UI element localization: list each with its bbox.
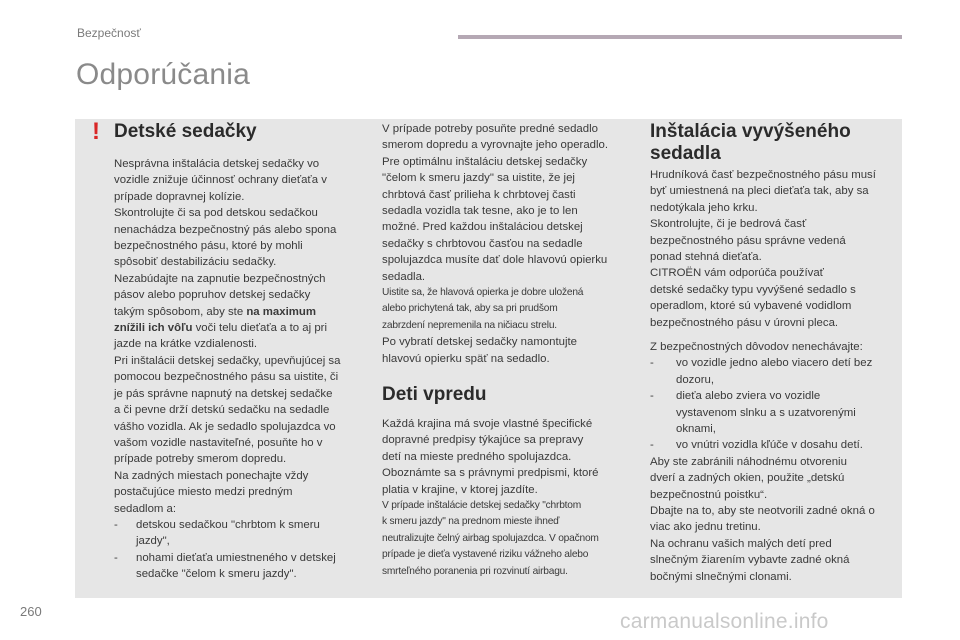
bold-phrase: znížili ich vôľu	[114, 322, 193, 335]
page-number: 260	[20, 604, 42, 619]
text-line: CITROËN vám odporúča používať	[650, 267, 824, 280]
list-item-text: detskou sedačkou "chrbtom k smeru	[136, 518, 320, 531]
page-title: Odporúčania	[76, 58, 250, 91]
text-line: Pri inštalácii detskej sedačky, upevňujúcej sa	[114, 354, 341, 367]
text-line: pásov alebo popruhov detskej sedačky	[114, 289, 311, 302]
col3-text-b	[650, 339, 895, 585]
text-line: jazde na krátke vzdialenosti.	[114, 338, 258, 351]
bullet-dash: -	[114, 551, 118, 564]
text-line: bezpečnostného pásu správne vedená	[650, 234, 846, 247]
text-line: je pás správne napnutý na detskej sedačke	[114, 387, 333, 400]
list-item	[114, 517, 364, 533]
text-line: spolujazdca musíte dať dole hlavovú opierku	[382, 254, 608, 267]
text-line: pomocou bezpečnostného pásu sa uistite, či	[114, 371, 339, 384]
text-line: prípade potreby smerom dopredu.	[114, 453, 287, 466]
text-line: detské sedačky typu vyvýšené sedadlo s	[650, 283, 856, 296]
list-item-cont: dozoru,	[676, 373, 714, 386]
small-line: k smeru jazdy" na prednom mieste ihneď	[382, 516, 560, 528]
text-line: Aby ste zabránili náhodnému otvoreniu	[650, 455, 847, 468]
text-line: slnečným žiarením vybavte zadné okná	[650, 554, 850, 567]
bullet-dash: -	[650, 439, 654, 452]
text-line: operadlom, ktoré sú vybavené vodidlom	[650, 300, 852, 313]
text-line: bezpečnostného pásu, ktoré by mohli	[114, 240, 303, 253]
text-line: detí na mieste predného spolujazdca.	[382, 450, 572, 463]
text-line: nenachádza bezpečnostný pás alebo spona	[114, 223, 337, 236]
text-line: sedadla.	[382, 270, 426, 283]
text-line: dopravné predpisy týkajúce sa prepravy	[382, 434, 584, 447]
small-line: Uistite sa, že hlavová opierka je dobre uložená	[382, 287, 584, 299]
text-line: viac ako jednu tretinu.	[650, 521, 761, 534]
text-line: "čelom k smeru jazdy" sa uistite, že jej	[382, 172, 575, 185]
small-line: zabrzdení nepremenila na ničiacu strelu.	[382, 319, 557, 331]
text-line: vášho vozidla. Ak je sedadlo spolujazdca vo	[114, 420, 336, 433]
text-line: smerom dopredu a vyrovnajte jeho operadlo.	[382, 139, 609, 152]
list-item-text: vo vozidle jedno alebo viacero detí bez	[676, 357, 873, 370]
list-item-text: dieťa alebo zviera vo vozidle	[676, 390, 821, 403]
bold-phrase: na maximum	[246, 305, 316, 318]
small-line: alebo prichytená tak, aby sa pri prudšom	[382, 303, 558, 315]
header-bar	[458, 35, 902, 39]
text-line: postačujúce miesto medzi predným	[114, 486, 293, 499]
list-item-cont: oknami,	[676, 423, 716, 436]
text-line	[114, 320, 364, 336]
text-line: a či pevne drží detskú sedačku na sedadle	[114, 404, 330, 417]
list-item-cont: sedačke "čelom k smeru jazdy".	[136, 568, 297, 581]
bullet-dash: -	[650, 357, 654, 370]
list-item-cont: jazdy",	[136, 535, 170, 548]
text-line: vozidle znižuje účinnosť ochrany dieťaťa v	[114, 174, 327, 187]
text-line: Pre optimálnu inštaláciu detskej sedačky	[382, 155, 588, 168]
list-item	[114, 550, 364, 566]
col1-text	[114, 156, 364, 583]
text-line: platia v krajine, v ktorej jazdíte.	[382, 483, 538, 496]
text-span: takým spôsobom, aby ste	[114, 305, 247, 318]
text-line: V prípade potreby posuňte predné sedadlo	[382, 123, 598, 135]
col3-text	[650, 167, 895, 331]
text-line: Nesprávna inštalácia detskej sedačky vo	[114, 158, 320, 170]
text-line: Skontrolujte či sa pod detskou sedačkou	[114, 207, 318, 220]
text-line: prípade dopravnej kolízie.	[114, 190, 245, 203]
heading-line: Inštalácia vyvýšeného	[650, 121, 851, 142]
text-line: nedotýkala jeho krku.	[650, 201, 758, 214]
text-line: Oboznámte sa s právnymi predpismi, ktoré	[382, 467, 599, 480]
text-line: Nezabúdajte na zapnutie bezpečnostných	[114, 272, 326, 285]
text-line: bočnými slnečnými clonami.	[650, 570, 792, 583]
text-line: bezpečnostnú poistku“.	[650, 488, 768, 501]
text-line	[114, 304, 364, 320]
text-line: ponad stehná dieťaťa.	[650, 251, 762, 264]
small-line: neutralizujte čelný airbag spolujazdca. V opačnom	[382, 532, 599, 544]
text-line: chrbtová časť prilieha k chrbtovej časti	[382, 188, 576, 201]
text-line: sedadla vozidla tak tesne, ako je to len	[382, 205, 578, 218]
text-line: Skontrolujte, či je bedrová časť	[650, 218, 807, 231]
text-line: Dbajte na to, aby ste neotvorili zadné okná o	[650, 505, 875, 518]
text-line: spôsobiť destabilizáciu sedačky.	[114, 256, 277, 269]
text-line: Na zadných miestach ponechajte vždy	[114, 469, 309, 482]
list-item	[650, 355, 895, 371]
heading-line: sedadla	[650, 143, 721, 164]
col2-text-b	[382, 416, 632, 580]
text-line: hlavovú opierku späť na sedadlo.	[382, 352, 550, 365]
watermark: carmanualsonline.info	[620, 610, 829, 633]
text-line: možné. Pred každou inštaláciou detskej	[382, 221, 583, 234]
small-line: smrteľného poranenia pri rozvinutí airbagu.	[382, 565, 568, 577]
text-line: byť umiestnená na pleci dieťaťa tak, aby sa	[650, 185, 869, 198]
text-line: Z bezpečnostných dôvodov nenechávajte:	[650, 341, 863, 353]
list-item	[650, 437, 895, 453]
heading-booster-seat	[650, 121, 851, 165]
bullet-dash: -	[650, 390, 654, 403]
list-item-text: vo vnútri vozidla kľúče v dosahu detí.	[676, 439, 863, 452]
small-line: prípade je dieťa vystavené riziku vážneho alebo	[382, 549, 589, 561]
text-line: Hrudníková časť bezpečnostného pásu musí	[650, 169, 876, 181]
text-span: voči telu dieťaťa a to aj pri	[192, 322, 327, 335]
list-item	[650, 388, 895, 404]
text-line: Po vybratí detskej sedačky namontujte	[382, 336, 578, 349]
text-line: vašom vozidle nastaviteľné, posuňte ho v	[114, 436, 323, 449]
text-line: bezpečnostného pásu v úrovni pleca.	[650, 316, 839, 329]
header-section-label: Bezpečnosť	[77, 26, 141, 40]
list-item-cont: vystavenom slnku a s uzatvorenými	[676, 406, 856, 419]
bullet-dash: -	[114, 518, 118, 531]
text-line: sedadlom a:	[114, 502, 177, 515]
col2-text	[382, 121, 632, 367]
text-line: Na ochranu vašich malých detí pred	[650, 537, 832, 550]
small-line: V prípade inštalácie detskej sedačky "chrbtom	[382, 500, 582, 512]
text-line: dverí a zadných okien, použite „detskú	[650, 472, 845, 485]
text-line: Každá krajina má svoje vlastné špecifické	[382, 418, 593, 430]
heading-child-seats: Detské sedačky	[114, 121, 257, 142]
heading-children-front: Deti vpredu	[382, 384, 487, 405]
list-item-text: nohami dieťaťa umiestneného v detskej	[136, 551, 336, 564]
text-line: sedačky s chrbtovou časťou na sedadle	[382, 237, 583, 250]
warning-icon: !	[92, 118, 100, 145]
